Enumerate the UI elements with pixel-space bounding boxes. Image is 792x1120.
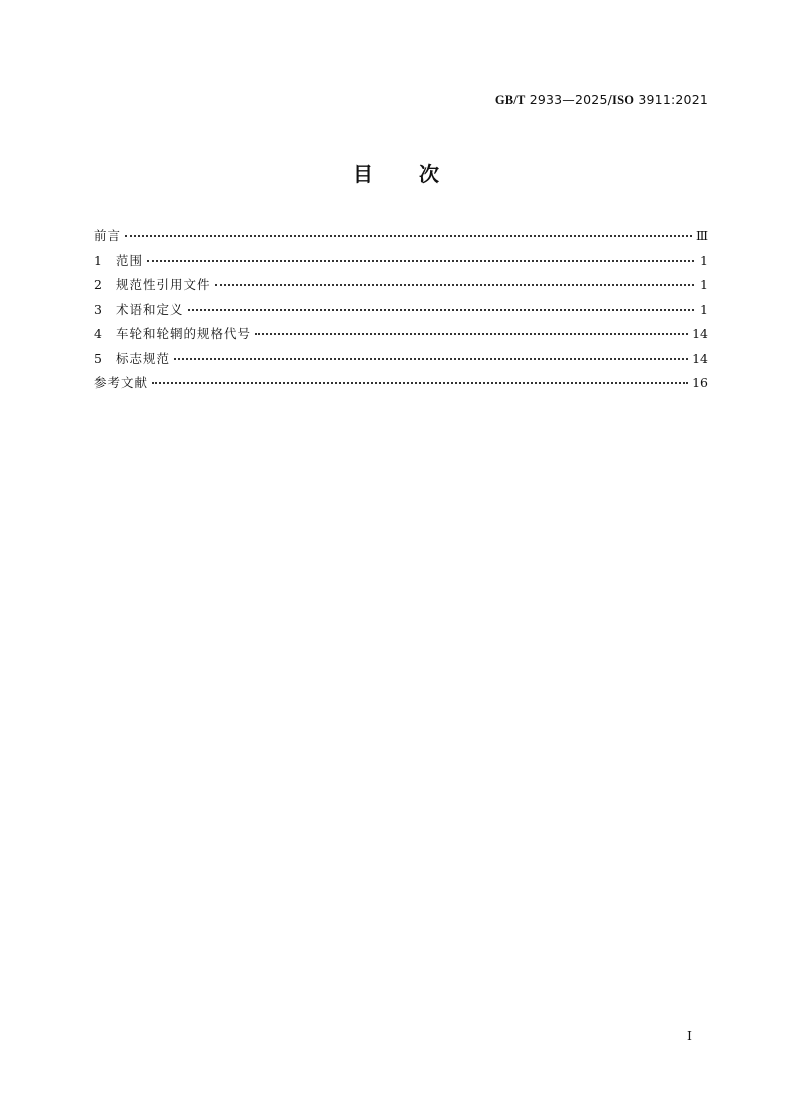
dot-leader	[255, 332, 688, 335]
dot-leader	[188, 308, 694, 311]
toc-entry-page: Ⅲ	[695, 228, 708, 243]
page-title	[0, 158, 792, 187]
dot-leader	[174, 357, 688, 360]
toc-entry-label: 术语和定义	[116, 301, 184, 317]
iso-number: 3911:2021	[638, 92, 708, 107]
toc-entry-marking[interactable]	[94, 349, 708, 374]
dot-leader	[147, 259, 694, 262]
toc-entry-foreword[interactable]	[94, 226, 708, 251]
dot-leader	[152, 381, 688, 384]
standard-prefix: GB/T	[494, 93, 526, 107]
toc-entry-wheel-rim-designation[interactable]	[94, 324, 708, 349]
toc-entry-number: 5	[94, 350, 102, 366]
toc-entry-number: 3	[94, 301, 102, 317]
dot-leader	[215, 283, 694, 286]
title-char-2: 次	[419, 162, 439, 186]
toc-entry-label: 范围	[116, 252, 144, 268]
toc-entry-label: 标志规范	[116, 350, 171, 366]
toc-entry-number: 2	[94, 277, 102, 292]
toc-entry-page: 1	[700, 252, 708, 268]
title-char-1: 目	[353, 162, 373, 186]
toc-entry-label: 前言	[94, 228, 122, 243]
standard-number: 2933—2025/	[529, 92, 613, 107]
iso-prefix: ISO	[612, 93, 635, 107]
standard-code	[495, 92, 708, 108]
toc-entry-page: 1	[700, 277, 708, 292]
table-of-contents	[94, 226, 708, 398]
toc-entry-number: 4	[94, 326, 102, 341]
toc-entry-scope[interactable]	[94, 251, 708, 276]
toc-entry-page: 14	[692, 326, 708, 341]
toc-entry-label: 车轮和轮辋的规格代号	[116, 326, 252, 341]
page-number: Ⅰ	[687, 1028, 692, 1043]
toc-entry-number: 1	[94, 252, 102, 268]
toc-entry-label: 参考文献	[94, 375, 149, 390]
toc-entry-label: 规范性引用文件	[116, 277, 211, 292]
toc-entry-page: 14	[692, 350, 708, 366]
toc-entry-terms-definitions[interactable]	[94, 300, 708, 325]
toc-entry-page: 16	[692, 375, 708, 390]
toc-entry-bibliography[interactable]	[94, 373, 708, 398]
toc-entry-normative-references[interactable]	[94, 275, 708, 300]
dot-leader	[125, 234, 692, 237]
toc-entry-page: 1	[700, 301, 708, 317]
